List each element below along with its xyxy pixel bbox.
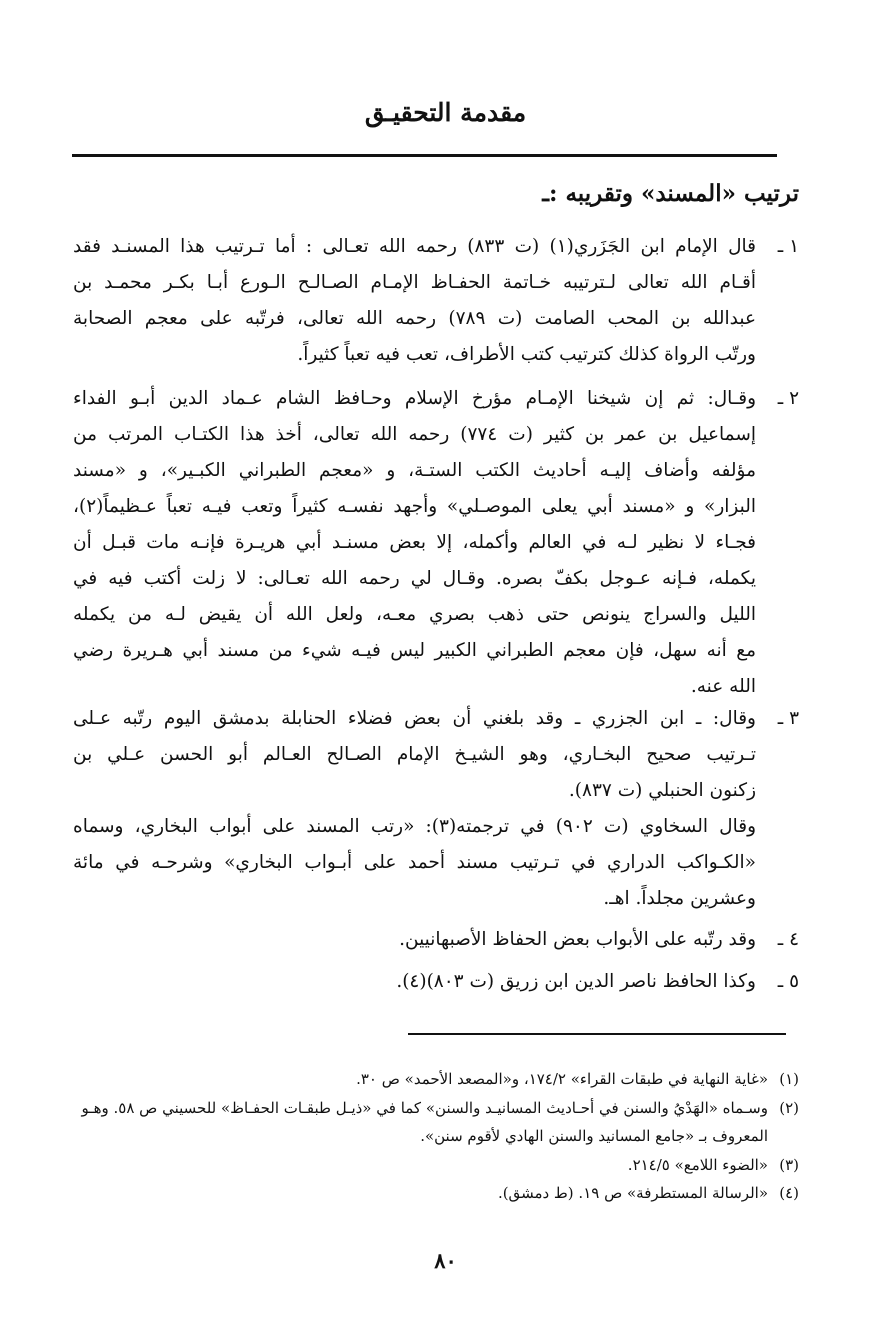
item-1-line-3: عبدالله بن المحب الصامت (ت ٧٨٩) رحمه الله تعالى، فرتّبه على معجم الصحابة — [73, 308, 757, 329]
item-4-line-1: وقد رتّبه على الأبواب بعض الحفاظ الأصبهانيين. — [399, 929, 756, 950]
item-3-marker: ٣ ـ — [777, 708, 799, 729]
footnote-1 — [68, 1065, 768, 1093]
item-4-marker: ٤ ـ — [777, 929, 799, 950]
item-2-line-8: مع أنه سهل، فإن معجم الطبراني الكبير ليس فيـه شيء من مسند أبي هـريرة رضي — [73, 640, 756, 661]
item-3-line-5: «الكـواكب الدراري في تـرتيب مسند أحمد على أبـواب البخاري» وشرحـه في مائة — [73, 852, 756, 873]
item-1-marker: ١ ـ — [777, 236, 799, 257]
footnote-3-marker: (٣) — [779, 1156, 799, 1174]
header-rule — [72, 154, 777, 157]
item-2-line-7: الليل والسراج ينونص حتى ذهب بصري معـه، ولعل الله أن يقيض لـه من يكمله — [73, 604, 756, 625]
footnote-3 — [68, 1151, 768, 1179]
item-1-line-2: أقـام الله تعالى لـترتيبه خـاتمة الحفـاظ الإمـام الصـالـح الـورع أبـا بكـر محمـد بن — [73, 272, 756, 293]
footnote-4-marker: (٤) — [779, 1184, 799, 1202]
item-5-line-1: وكذا الحافظ ناصر الدين ابن زريق (ت ٨٠٣)(٤). — [396, 971, 756, 992]
item-1-paragraph — [73, 229, 756, 373]
item-3-line-2: تـرتيب صحيح البخـاري، وهو الشيـخ الإمام الصـالح العـالم أبو الحسن عـلي بن — [73, 744, 756, 765]
item-4-paragraph — [73, 922, 756, 958]
footnote-2 — [68, 1094, 768, 1150]
item-2-line-9: الله عنه. — [690, 676, 756, 697]
item-3-line-3: زكنون الحنبلي (ت ٨٣٧). — [568, 780, 756, 801]
item-3-line-1: وقال: ـ ابن الجزري ـ وقد بلغني أن بعض فضلاء الحنابلة بدمشق اليوم رتّبه عـلى — [73, 708, 756, 729]
footnote-4 — [68, 1179, 768, 1207]
running-header-title: مقدمة التحقيـق — [364, 98, 527, 127]
item-2-line-4: البزار» و «مسند أبي يعلى الموصـلي» وأجهد نفسـه كثيراً وتعب فيـه تعباً عـظيماً(٢)، — [73, 496, 756, 517]
item-5-paragraph — [73, 964, 756, 1000]
footnote-2-line-2: المعروف بـ «جامع المسانيد والسنن الهادي لأقوم سنن». — [420, 1127, 768, 1145]
footnote-4-line-1: «الرسالة المستطرفة» ص ١٩. (ط دمشق). — [497, 1184, 768, 1202]
footnote-separator — [408, 1033, 786, 1035]
item-3-paragraph — [73, 701, 756, 917]
item-1-line-4: ورتّب الرواة كذلك كترتيب كتب الأطراف، تعب فيه تعباً كثيراً. — [297, 344, 756, 365]
item-2-marker: ٢ ـ — [777, 388, 799, 409]
item-2-line-2: إسماعيل بن عمر بن كثير (ت ٧٧٤) رحمه الله تعالى، أخذ هذا الكتـاب المرتب من — [73, 424, 756, 445]
item-1-line-1: قال الإمام ابن الجَزَري(١) (ت ٨٣٣) رحمه الله تعـالى : أما تـرتيب هذا المسنـد فقد — [73, 236, 757, 257]
item-5-marker: ٥ ـ — [777, 971, 799, 992]
section-title: ترتيب «المسند» وتقريبه :ـ — [542, 180, 799, 207]
item-3-line-6: وعشرين مجلداً. اهـ. — [603, 888, 756, 909]
item-2-line-3: مؤلفه وأضاف إليـه أحاديث الكتب الستـة، و «معجم الطبراني الكبـير»، و «مسند — [73, 460, 756, 481]
item-3-line-4: وقال السخاوي (ت ٩٠٢) في ترجمته(٣): «رتب المسند على أبواب البخاري، وسماه — [73, 816, 757, 837]
page-number: ٨٠ — [434, 1248, 457, 1273]
footnote-1-line-1: «غاية النهاية في طبقات القراء» ١٧٤/٢، و«المصعد الأحمد» ص ٣٠. — [356, 1070, 768, 1088]
footnote-1-marker: (١) — [779, 1070, 799, 1088]
footnote-2-line-1: وسـماه «الهَدْيُ والسنن في أحـاديث المسانيـد والسنن» كما في «ذيـل طبقـات الحفـاظ» للحسيني ص ٥٨. وهـو — [81, 1099, 768, 1117]
item-2-line-1: وقـال: ثم إن شيخنا الإمـام مؤرخ الإسلام وحـافظ الشام عـماد الدين أبـو الفداء — [73, 388, 756, 409]
item-2-line-6: يكمله، فـإنه عـوجل بكفّ بصره. وقـال لي رحمه الله تعـالى: لا زلت أكتب فيه في — [73, 568, 756, 589]
footnote-2-marker: (٢) — [779, 1099, 799, 1117]
item-2-line-5: فجـاء لا نظير لـه في العالم وأكمله، إلا بعض مسنـد أبي هريـرة فإنـه مات قبـل أن — [73, 532, 756, 553]
item-2-paragraph — [73, 381, 756, 705]
footnote-3-line-1: «الضوء اللامع» ٢١٤/٥. — [627, 1156, 768, 1174]
